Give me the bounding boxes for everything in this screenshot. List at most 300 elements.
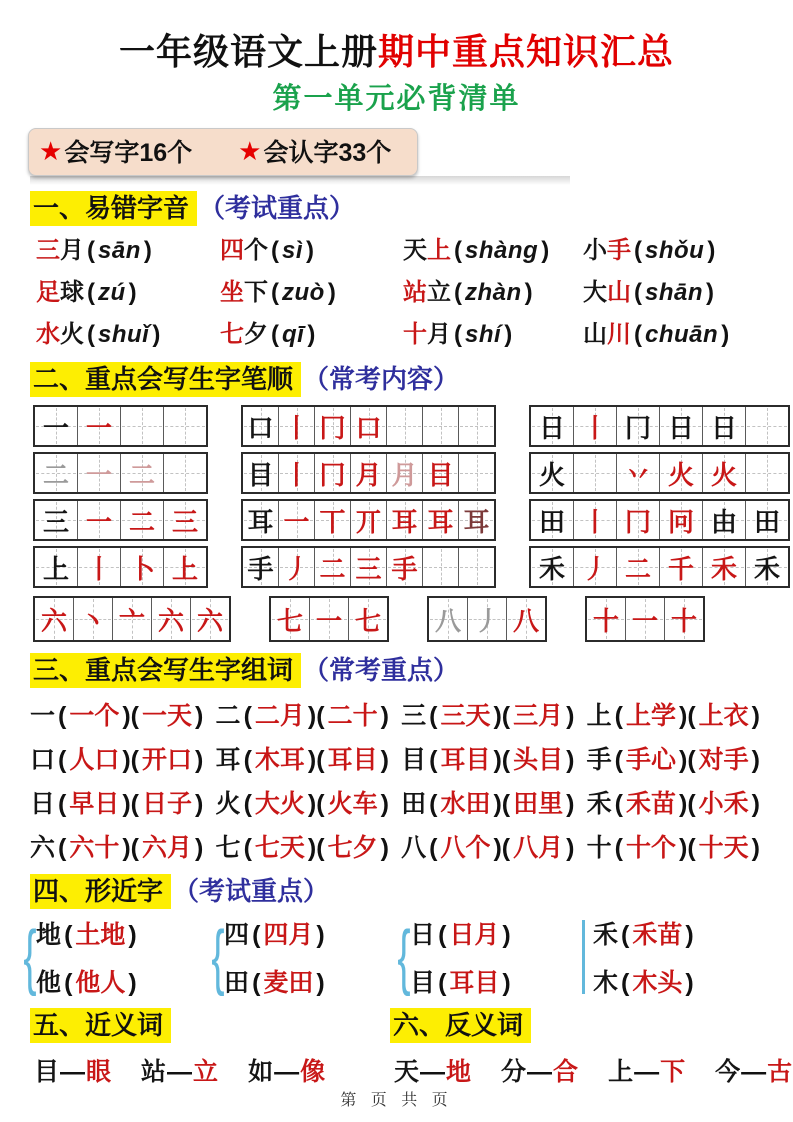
pinyin-word-char: 手 — [607, 237, 631, 264]
mid-parens: )( — [307, 834, 325, 862]
word-1: 耳目 — [440, 746, 491, 774]
pair-left-char: 天 — [394, 1058, 420, 1086]
grid-stroke-cell — [278, 501, 314, 539]
pair-right-char: 眼 — [86, 1058, 112, 1086]
grid-stroke-cell — [151, 598, 190, 640]
word-group-row — [30, 780, 763, 824]
summary-item-label: 会认字33个 — [263, 139, 392, 167]
pair-left-char: 分 — [501, 1058, 527, 1086]
grid-lead-cell — [271, 598, 309, 640]
word-group-row — [30, 736, 763, 780]
grid-stroke-cell — [77, 454, 120, 492]
word-2: 田里 — [513, 790, 564, 818]
dash: — — [167, 1058, 193, 1086]
grid-stroke-char: 二 — [128, 459, 155, 490]
grid-stroke-cell — [163, 548, 206, 586]
grid-stroke-cell — [350, 407, 386, 445]
dash: — — [420, 1058, 446, 1086]
grid-stroke-cell — [745, 454, 788, 492]
close-paren: ) — [566, 790, 575, 818]
open-paren: ( — [454, 279, 462, 306]
pair-word: 土地 — [75, 921, 126, 949]
grid-stroke-char: 十 — [670, 605, 697, 636]
grid-stroke-char: 耳 — [427, 506, 454, 537]
head-char: 耳 — [215, 746, 241, 774]
grid-stroke-char: 丷 — [624, 459, 651, 490]
grid-stroke-cell — [386, 501, 422, 539]
close-paren: ) — [128, 969, 137, 997]
head-char: 日 — [30, 790, 56, 818]
grid-stroke-char: 丅 — [319, 506, 346, 537]
pinyin-word-char: 足 — [36, 279, 60, 306]
grid-stroke-cell — [386, 548, 422, 586]
mid-parens: )( — [307, 790, 325, 818]
grid-stroke-cell — [616, 407, 659, 445]
pair-word: 木头 — [632, 969, 683, 997]
grid-stroke-cell — [659, 454, 702, 492]
grid-lead-char: 火 — [538, 459, 565, 490]
pinyin-word-char: 四 — [220, 237, 244, 264]
word-2: 一天 — [142, 702, 193, 730]
grid-lead-char: 一 — [42, 412, 69, 443]
open-paren: ( — [64, 969, 73, 997]
grid-stroke-cell — [348, 598, 387, 640]
head-char: 口 — [30, 746, 56, 774]
grid-stroke-char: 二 — [319, 553, 346, 584]
grid-column-right — [529, 405, 790, 593]
grid-column-left — [33, 405, 208, 593]
grid-stroke-char: 亠 — [118, 605, 145, 636]
section-6-title: 六、反义词 — [390, 1008, 531, 1043]
word-group-entry — [216, 828, 392, 864]
open-paren: ( — [454, 237, 462, 264]
similar-pair — [211, 915, 400, 999]
close-paren: ) — [316, 969, 325, 997]
title-black-part: 一年级语文上册 — [118, 31, 378, 72]
dash: — — [527, 1058, 553, 1086]
word-2: 三月 — [513, 702, 564, 730]
pair-word: 耳目 — [449, 969, 500, 997]
dash: — — [634, 1058, 660, 1086]
word-1: 一个 — [69, 702, 120, 730]
close-paren: ) — [706, 279, 715, 306]
close-paren: ) — [152, 321, 161, 348]
section-2-heading — [30, 361, 793, 397]
mid-parens: )( — [493, 746, 511, 774]
grid-stroke-char: 手 — [391, 553, 418, 584]
close-paren: ) — [566, 746, 575, 774]
open-paren: ( — [429, 790, 438, 818]
grid-stroke-cell — [309, 598, 348, 640]
close-paren: ) — [566, 834, 575, 862]
grid-stroke-cell — [314, 407, 350, 445]
head-char: 七 — [215, 834, 241, 862]
grid-lead-char: 禾 — [538, 553, 565, 584]
brace-line-icon — [582, 920, 585, 994]
grid-stroke-cell — [120, 454, 163, 492]
pinyin-text: shàng — [465, 237, 539, 264]
mid-parens: )( — [122, 702, 140, 730]
close-paren: ) — [380, 834, 389, 862]
open-paren: ( — [634, 279, 642, 306]
grid-stroke-cell — [573, 407, 616, 445]
pinyin-word-char: 七 — [220, 321, 244, 348]
pinyin-entry — [403, 272, 583, 314]
open-paren: ( — [87, 237, 95, 264]
word-1: 人口 — [69, 746, 120, 774]
pinyin-entry — [403, 314, 583, 356]
word-group-entry — [401, 828, 577, 864]
word-group-entry — [587, 828, 763, 864]
word-pair-item — [141, 1055, 218, 1089]
grid-stroke-cell — [745, 501, 788, 539]
head-char: 田 — [401, 790, 427, 818]
dash: — — [60, 1058, 86, 1086]
summary-bar — [28, 128, 418, 176]
pair-right-char: 古 — [767, 1058, 793, 1086]
grid-stroke-cell — [163, 407, 206, 445]
pinyin-text: shuǐ — [98, 321, 150, 348]
open-paren: ( — [634, 237, 642, 264]
close-paren: ) — [195, 702, 204, 730]
word-group-entry — [30, 784, 206, 820]
word-group-row — [30, 692, 763, 736]
grid-lead-cell — [531, 407, 573, 445]
pinyin-word-char: 水 — [36, 321, 60, 348]
similar-pair-line — [224, 915, 328, 951]
pinyin-text: shān — [645, 279, 704, 306]
grid-stroke-char: 耳 — [463, 506, 490, 537]
grid-stroke-cell — [73, 598, 112, 640]
section-5-heading — [30, 1007, 390, 1043]
page-footer: 第 页 共 页 — [340, 1092, 453, 1109]
open-paren: ( — [429, 834, 438, 862]
grid-stroke-cell — [458, 407, 494, 445]
page-title — [0, 0, 793, 74]
pair-word: 禾苗 — [632, 921, 683, 949]
pinyin-entry — [583, 272, 793, 314]
word-group-entry — [216, 740, 392, 776]
pinyin-text: zhàn — [465, 279, 522, 306]
open-paren: ( — [429, 702, 438, 730]
grid-stroke-char: 六 — [157, 605, 184, 636]
similar-pair-line — [410, 963, 514, 999]
grid-stroke-char: 七 — [354, 605, 381, 636]
stroke-grid-row — [585, 596, 705, 642]
word-2: 六月 — [142, 834, 193, 862]
grid-stroke-cell — [506, 598, 545, 640]
close-paren: ) — [751, 834, 760, 862]
grid-stroke-char: 丿 — [581, 553, 608, 584]
grid-stroke-cell — [573, 454, 616, 492]
open-paren: ( — [87, 321, 95, 348]
close-paren: ) — [195, 834, 204, 862]
pair-left-char: 站 — [141, 1058, 167, 1086]
grid-lead-cell — [531, 548, 573, 586]
word-2: 上衣 — [698, 702, 749, 730]
word-1: 八个 — [440, 834, 491, 862]
close-paren: ) — [327, 279, 336, 306]
open-paren: ( — [614, 702, 623, 730]
mid-parens: )( — [122, 790, 140, 818]
grid-stroke-cell — [458, 548, 494, 586]
grid-stroke-cell — [458, 454, 494, 492]
grid-stroke-cell — [422, 407, 458, 445]
stroke-grid-row — [427, 596, 547, 642]
grid-stroke-cell — [702, 501, 745, 539]
stroke-grid-row — [241, 499, 496, 541]
word-1: 三天 — [440, 702, 491, 730]
word-1: 二月 — [254, 702, 305, 730]
grid-stroke-cell — [422, 454, 458, 492]
stroke-grid-row — [529, 499, 790, 541]
dash: — — [741, 1058, 767, 1086]
grid-stroke-cell — [664, 598, 703, 640]
grid-stroke-cell — [625, 598, 664, 640]
mid-parens: )( — [307, 746, 325, 774]
section-4-note: （考试重点） — [173, 876, 330, 906]
grid-lead-cell — [243, 454, 278, 492]
grid-stroke-cell — [120, 501, 163, 539]
pinyin-entry — [583, 230, 793, 272]
stroke-grid-row — [529, 452, 790, 494]
head-char: 日 — [410, 921, 436, 949]
pair-left-char: 如 — [248, 1058, 274, 1086]
close-paren: ) — [316, 921, 325, 949]
section-2-note: （常考内容） — [303, 364, 460, 394]
stroke-grid-row — [33, 499, 208, 541]
pinyin-entry — [403, 230, 583, 272]
grid-stroke-char: 火 — [667, 459, 694, 490]
grid-stroke-cell — [659, 548, 702, 586]
close-paren: ) — [195, 790, 204, 818]
grid-stroke-cell — [314, 501, 350, 539]
word-pair-item — [248, 1055, 325, 1089]
grid-lead-char: 耳 — [247, 506, 274, 537]
word-2: 火车 — [327, 790, 378, 818]
word-group-entry — [401, 696, 577, 732]
open-paren: ( — [87, 279, 95, 306]
grid-stroke-cell — [467, 598, 506, 640]
word-1: 十个 — [625, 834, 676, 862]
grid-stroke-char: 千 — [667, 553, 694, 584]
pair-left-char: 上 — [608, 1058, 634, 1086]
open-paren: ( — [243, 746, 252, 774]
close-paren: ) — [685, 921, 694, 949]
close-paren: ) — [566, 702, 575, 730]
grid-stroke-cell — [77, 548, 120, 586]
stroke-grid-row — [33, 546, 208, 588]
grid-stroke-char: 丨 — [283, 459, 310, 490]
star-icon: ★ — [39, 135, 63, 166]
stroke-grid-row — [33, 452, 208, 494]
antonyms-row — [394, 1055, 793, 1089]
grid-stroke-char: 三 — [171, 506, 198, 537]
grid-stroke-cell — [163, 454, 206, 492]
pinyin-word-char: 下 — [244, 279, 268, 306]
grid-stroke-char: 丨 — [581, 506, 608, 537]
open-paren: ( — [614, 834, 623, 862]
grid-stroke-char: 耳 — [391, 506, 418, 537]
pinyin-word-char: 山 — [607, 279, 631, 306]
pinyin-text: shí — [465, 321, 502, 348]
grid-stroke-char: 禾 — [710, 553, 737, 584]
open-paren: ( — [243, 702, 252, 730]
stroke-grid-row — [269, 596, 389, 642]
word-pair-item — [715, 1055, 792, 1089]
grid-stroke-cell — [278, 407, 314, 445]
head-char: 田 — [224, 969, 250, 997]
grid-stroke-char: 六 — [196, 605, 223, 636]
word-pair-item — [608, 1055, 685, 1089]
grid-stroke-cell — [745, 407, 788, 445]
grid-stroke-char: 一 — [85, 459, 112, 490]
word-group-row — [30, 824, 763, 868]
grid-stroke-char: 二 — [624, 553, 651, 584]
mid-parens: )( — [122, 834, 140, 862]
stroke-grid-row — [241, 405, 496, 447]
section-4-heading — [30, 873, 793, 909]
similar-pair-lines — [224, 915, 328, 999]
synonym-antonym-block — [34, 1055, 793, 1089]
grid-stroke-char: 冂 — [319, 412, 346, 443]
pinyin-text: zú — [98, 279, 126, 306]
open-paren: ( — [243, 790, 252, 818]
word-2: 开口 — [142, 746, 193, 774]
mid-parens: )( — [679, 790, 696, 818]
grid-stroke-char: 丨 — [283, 412, 310, 443]
word-group-entry — [587, 740, 763, 776]
summary-item — [238, 133, 391, 169]
pinyin-entry — [36, 230, 220, 272]
stroke-order-grids-bottom — [33, 596, 793, 647]
mid-parens: )( — [307, 702, 325, 730]
pair-right-char: 下 — [660, 1058, 686, 1086]
similar-pair-lines — [36, 915, 140, 999]
similar-pair-lines — [410, 915, 514, 999]
open-paren: ( — [429, 746, 438, 774]
grid-stroke-char: 冋 — [667, 506, 694, 537]
grid-stroke-cell — [422, 548, 458, 586]
pinyin-word-char: 个 — [244, 237, 268, 264]
grid-stroke-char: 一 — [85, 506, 112, 537]
open-paren: ( — [438, 969, 447, 997]
section-1-title: 一、易错字音 — [30, 191, 197, 226]
grid-stroke-char: 丌 — [355, 506, 382, 537]
close-paren: ) — [685, 969, 694, 997]
open-paren: ( — [438, 921, 447, 949]
mid-parens: )( — [493, 702, 511, 730]
grid-stroke-cell — [659, 407, 702, 445]
head-char: 二 — [215, 702, 241, 730]
pinyin-word-char: 川 — [607, 321, 631, 348]
word-1: 水田 — [440, 790, 491, 818]
grid-lead-cell — [35, 454, 77, 492]
pinyin-entry — [220, 314, 403, 356]
grid-stroke-char: 卜 — [128, 553, 155, 584]
dash: — — [274, 1058, 300, 1086]
grid-stroke-char: 冂 — [624, 506, 651, 537]
grid-stroke-char: 冂 — [319, 459, 346, 490]
grid-stroke-char: 三 — [355, 553, 382, 584]
similar-pair-lines — [593, 915, 697, 999]
pinyin-word-char: 站 — [403, 279, 427, 306]
pair-word: 日月 — [449, 921, 500, 949]
similar-characters-block — [23, 915, 793, 999]
grid-lead-cell — [243, 501, 278, 539]
grid-stroke-cell — [458, 501, 494, 539]
head-char: 地 — [36, 921, 62, 949]
close-paren: ) — [751, 790, 760, 818]
section-5-6-headings — [30, 1007, 793, 1043]
similar-pair-line — [224, 963, 328, 999]
stroke-order-grids — [33, 405, 790, 593]
similar-pair-line — [36, 963, 140, 999]
mid-parens: )( — [679, 746, 696, 774]
grid-lead-cell — [587, 598, 625, 640]
pinyin-entry — [220, 272, 403, 314]
word-2: 对手 — [698, 746, 749, 774]
grid-stroke-char: 目 — [427, 459, 454, 490]
grid-stroke-cell — [278, 548, 314, 586]
pinyin-word-char: 夕 — [244, 321, 268, 348]
grid-stroke-cell — [120, 548, 163, 586]
word-2: 十天 — [698, 834, 749, 862]
open-paren: ( — [614, 790, 623, 818]
word-2: 八月 — [513, 834, 564, 862]
grid-stroke-cell — [745, 548, 788, 586]
pinyin-entry — [220, 230, 403, 272]
pinyin-text: zuò — [282, 279, 325, 306]
open-paren: ( — [58, 790, 67, 818]
pinyin-text: sān — [98, 237, 141, 264]
open-paren: ( — [271, 279, 279, 306]
word-2: 小禾 — [698, 790, 749, 818]
head-char: 上 — [586, 702, 612, 730]
pinyin-word-char: 球 — [60, 279, 84, 306]
grid-lead-cell — [35, 548, 77, 586]
word-2: 头目 — [513, 746, 564, 774]
open-paren: ( — [634, 321, 642, 348]
head-char: 六 — [30, 834, 56, 862]
close-paren: ) — [541, 237, 550, 264]
star-icon: ★ — [238, 135, 262, 166]
summary-item-label: 会写字16个 — [64, 139, 193, 167]
word-group-entry — [401, 740, 577, 776]
similar-pair — [397, 915, 582, 999]
grid-stroke-cell — [350, 454, 386, 492]
head-char: 火 — [215, 790, 241, 818]
grid-lead-char: 六 — [40, 605, 67, 636]
head-char: 手 — [586, 746, 612, 774]
word-1: 大火 — [254, 790, 305, 818]
grid-stroke-cell — [314, 548, 350, 586]
grid-lead-cell — [429, 598, 467, 640]
head-char: 目 — [401, 746, 427, 774]
grid-stroke-char: 一 — [631, 605, 658, 636]
stroke-grid-row — [33, 405, 208, 447]
unit-subtitle: 第一单元必背清单 — [272, 83, 521, 115]
head-char: 禾 — [593, 921, 619, 949]
open-paren: ( — [621, 969, 630, 997]
word-group-entry — [401, 784, 577, 820]
open-paren: ( — [58, 702, 67, 730]
stroke-grid-row — [241, 546, 496, 588]
close-paren: ) — [306, 237, 315, 264]
word-1: 六十 — [69, 834, 120, 862]
grid-stroke-cell — [163, 501, 206, 539]
grid-stroke-cell — [112, 598, 151, 640]
